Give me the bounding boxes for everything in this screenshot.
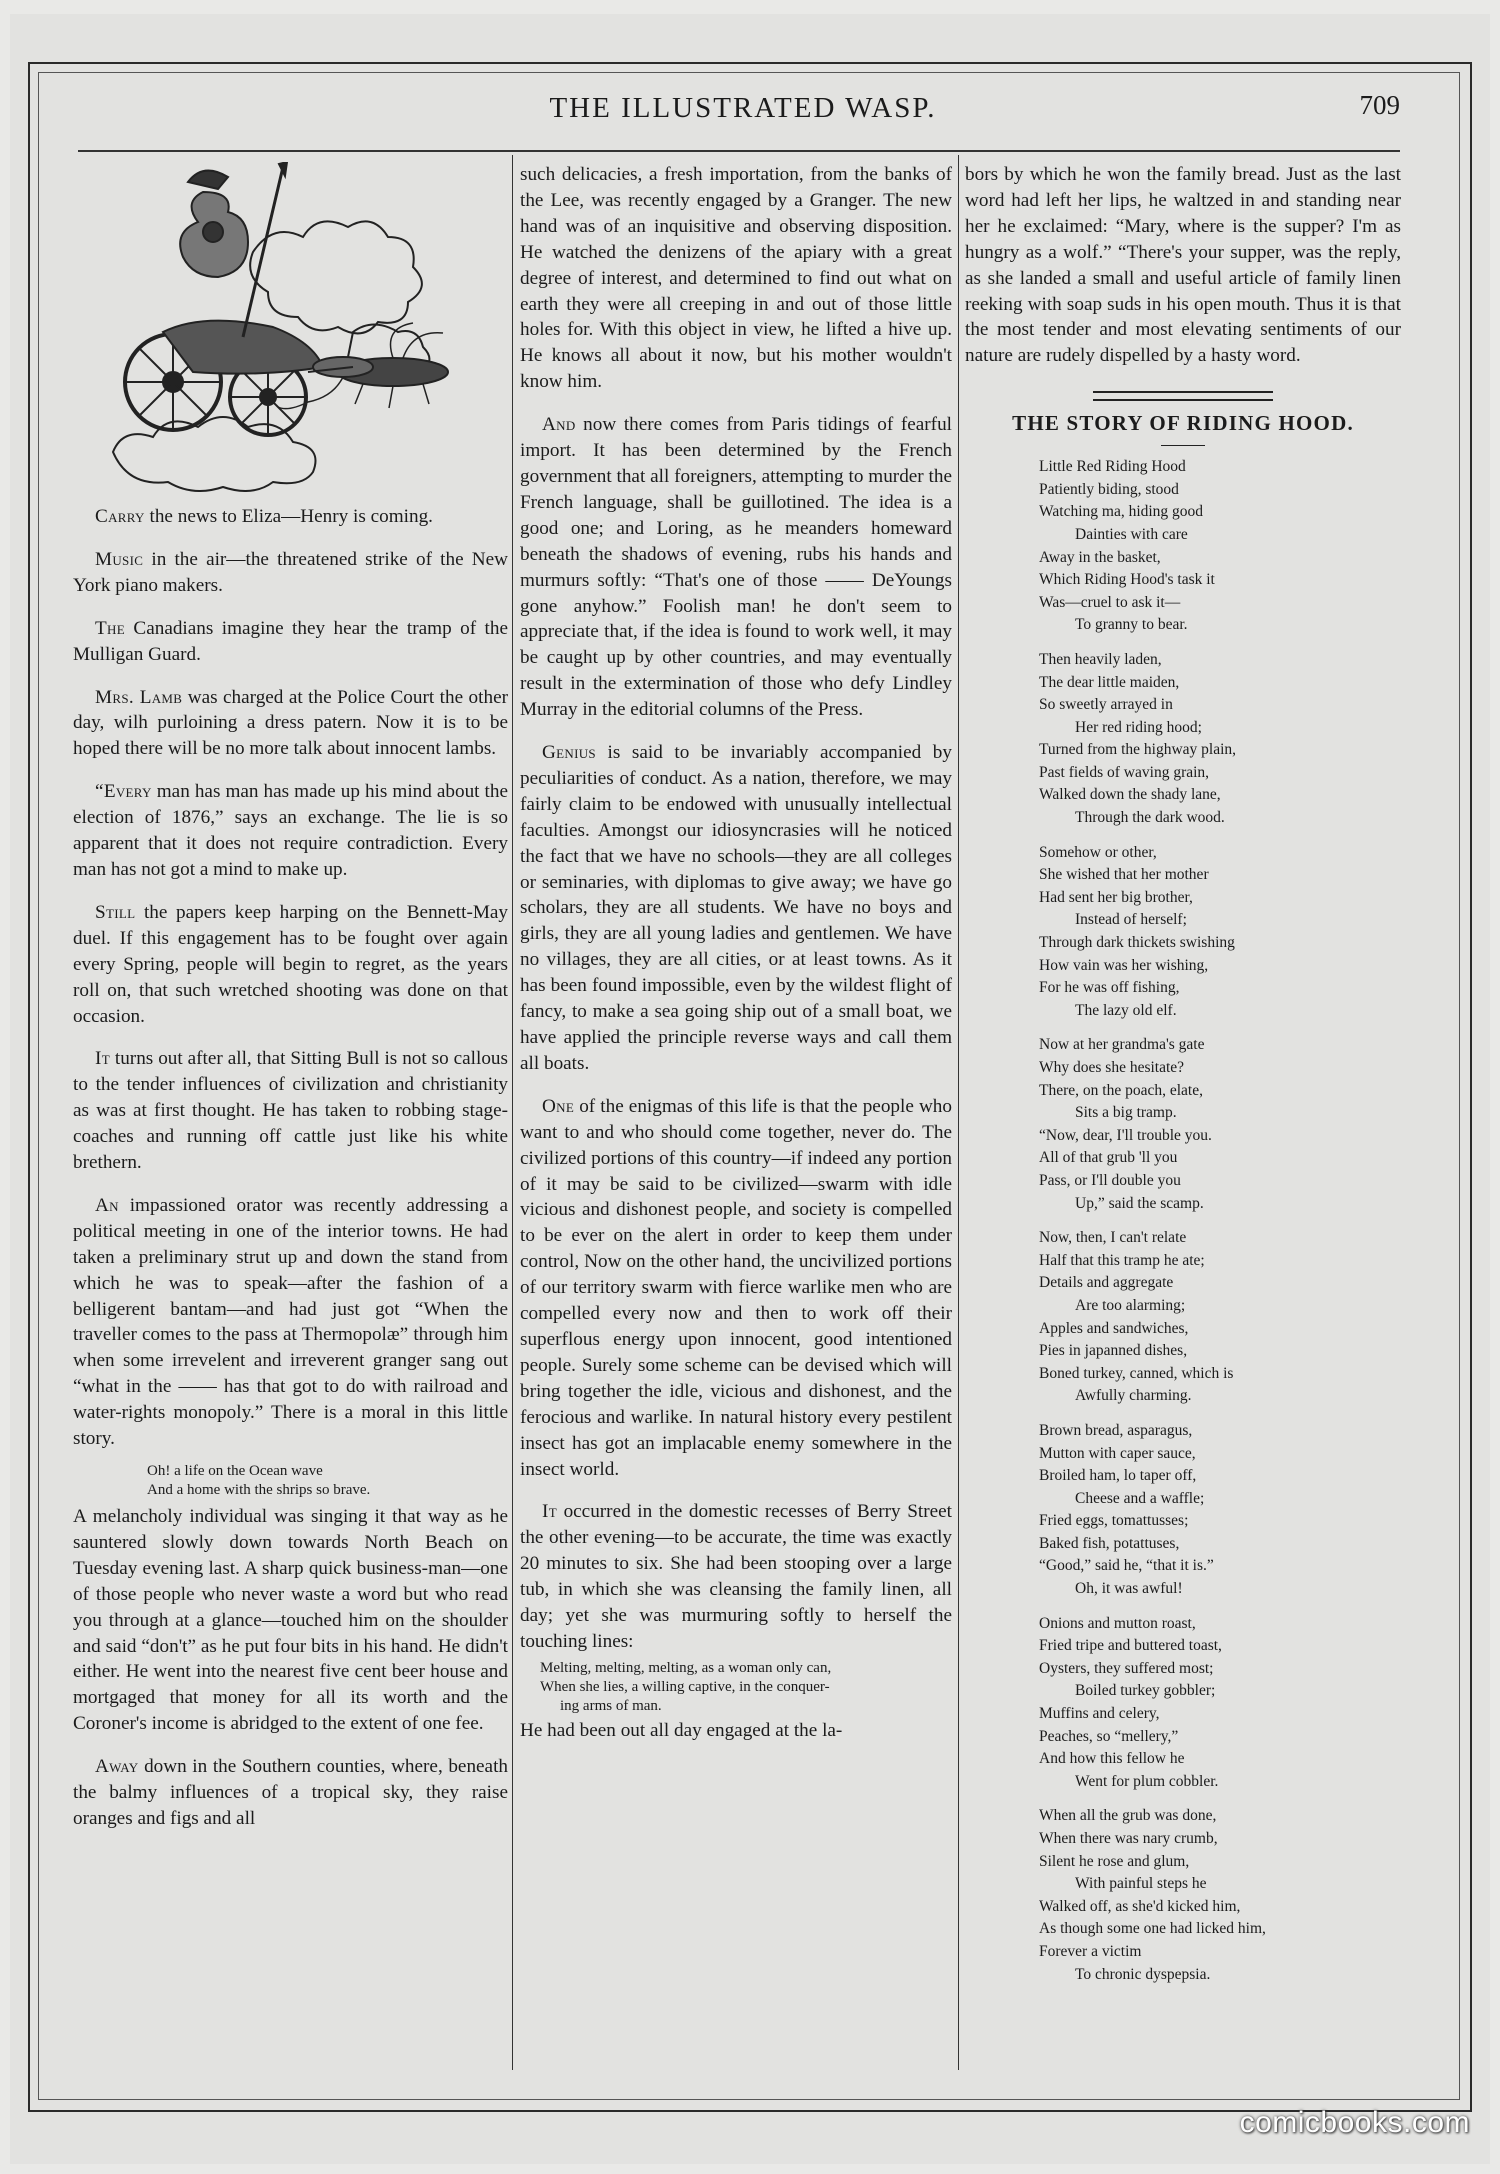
- paragraph: Mrs. Lamb was charged at the Police Court the other day, wilh purloining a dress patern. Now it is to be hoped there will be no more talk about innocent lambs.: [73, 686, 508, 760]
- poem-line: To granny to bear.: [1075, 616, 1188, 634]
- poem-line: With painful steps he: [1075, 1875, 1207, 1893]
- column-divider-1: [512, 155, 513, 2070]
- poem-line: Was—cruel to ask it—: [1039, 593, 1181, 611]
- poem-line: Turned from the highway plain,: [1039, 741, 1237, 759]
- melting-verse: Melting, melting, melting, as a woman only can, When she lies, a willing captive, in the conquer- ing arms of man.: [540, 1659, 832, 1714]
- poem-line: Forever a victim: [1039, 1942, 1142, 1960]
- poem-line: Silent he rose and glum,: [1039, 1852, 1190, 1870]
- poem-line: Went for plum cobbler.: [1075, 1772, 1219, 1790]
- poem-line: “Good,” said he, “that it is.”: [1039, 1557, 1214, 1575]
- column-divider-2: [958, 155, 959, 2070]
- poem-stanza: [1039, 649, 1401, 830]
- poem-line: Instead of herself;: [1075, 911, 1187, 929]
- poem-line: Sits a big tramp.: [1075, 1104, 1177, 1122]
- poem-line: Had sent her big brother,: [1039, 888, 1193, 906]
- wasp-chariot-illustration: [93, 162, 493, 492]
- paragraph: “Every man has man has made up his mind about the election of 1876,” says an exchange. The lie is so apparent that it does not require contradiction. Every man has not got a mind to make up.: [73, 781, 508, 880]
- poem-line: Cheese and a waffle;: [1075, 1489, 1205, 1507]
- poem-line: Through dark thickets swishing: [1039, 934, 1235, 952]
- poem-line: Dainties with care: [1075, 525, 1188, 543]
- poem-line: Then heavily laden,: [1039, 650, 1162, 668]
- paragraph: A melancholy individual was singing it that way as he sauntered slowly down towards North Beach on Tuesday evening last. A sharp quick business-man—one of those people who never waste a word but who read you through at a glance—touched him on the shoulder and said “don't” as he put four bits in his hand. He didn't either. He went into the nearest five cent beer house and mortgaged that money for all its worth and the Coroner's income is abridged to the extent of one fee.: [73, 1506, 508, 1735]
- poem-stanza: [1039, 842, 1401, 1023]
- poem-line: Past fields of waving grain,: [1039, 763, 1210, 781]
- poem-line: Oysters, they suffered most;: [1039, 1659, 1214, 1677]
- poem-line: Somehow or other,: [1039, 843, 1157, 861]
- page-number: 709: [1359, 90, 1400, 120]
- poem-line: Half that this tramp he ate;: [1039, 1251, 1205, 1269]
- poem-line: Away in the basket,: [1039, 548, 1161, 566]
- poem-line: Boned turkey, canned, which is: [1039, 1364, 1234, 1382]
- poem-line: Brown bread, asparagus,: [1039, 1421, 1193, 1439]
- poem-line: Watching ma, hiding good: [1039, 503, 1204, 521]
- poem-line: She wished that her mother: [1039, 866, 1209, 884]
- poem-line: There, on the poach, elate,: [1039, 1081, 1203, 1099]
- poem-stanza: [1039, 1613, 1401, 1794]
- poem-line: Peaches, so “mellery,”: [1039, 1727, 1179, 1745]
- paragraph: It turns out after all, that Sitting Bull is not so callous to the tender influences of civilization and christianity as was at first thought. He has taken to robbing stage-coaches and running off cattle just like his white brethern.: [73, 1048, 508, 1174]
- poem-line: Baked fish, potattuses,: [1039, 1534, 1180, 1552]
- poem-line: Muffins and celery,: [1039, 1705, 1160, 1723]
- poem-line: Broiled ham, lo taper off,: [1039, 1467, 1197, 1485]
- poem-line: The lazy old elf.: [1075, 1001, 1177, 1019]
- paragraph: Music in the air—the threatened strike of the New York piano makers.: [73, 548, 508, 596]
- paragraph: Genius is said to be invariably accompanied by peculiarities of conduct. As a nation, therefore, we may fairly claim to be endowed with unusually intellectual faculties. Amongst our idiosyncrasies will he noticed the fact that we have no schools—they are all colleges or seminaries, with diplomas to give away; we have go scholars, they are all students. We have no boys and girls, they are all young ladies and gentlemen. We have no villages, they are all cities, or at least towns. As it has been found impossible, even by the wildest flight of fancy, to make a sea going ship out of a small boat, we have applied the principle reverse ways and call them all boats.: [520, 742, 952, 1074]
- poem-line: Pass, or I'll double you: [1039, 1171, 1181, 1189]
- poem-line: To chronic dyspepsia.: [1075, 1965, 1211, 1983]
- paragraph: Away down in the Southern counties, where, beneath the balmy influences of a tropical sky, they raise oranges and figs and all: [73, 1756, 508, 1829]
- watermark: comicbooks.com: [1239, 2106, 1470, 2139]
- poem-stanza: [1039, 1227, 1401, 1408]
- masthead: [48, 88, 1438, 128]
- poem-line: The dear little maiden,: [1039, 673, 1180, 691]
- poem-line: Walked down the shady lane,: [1039, 786, 1221, 804]
- poem-line: All of that grub 'll you: [1039, 1149, 1178, 1167]
- poem-line: Through the dark wood.: [1075, 809, 1225, 827]
- poem-line: Are too alarming;: [1075, 1296, 1186, 1314]
- poem-stanza: [1039, 1420, 1401, 1601]
- poem-line: Fried eggs, tomattusses;: [1039, 1512, 1189, 1530]
- poem-line: Why does she hesitate?: [1039, 1059, 1185, 1076]
- poem-line: Onions and mutton roast,: [1039, 1614, 1196, 1632]
- masthead-rule: [78, 150, 1400, 152]
- publication-title: THE ILLUSTRATED WASP.: [549, 92, 937, 124]
- poem-stanza: [1039, 1805, 1401, 1986]
- ocean-verse: Oh! a life on the Ocean wave And a home with the shrips so brave.: [147, 1463, 371, 1498]
- poem-line: How vain was her wishing,: [1039, 956, 1209, 974]
- poem-line: When all the grub was done,: [1039, 1807, 1217, 1825]
- poem-line: Boiled turkey gobbler;: [1075, 1682, 1216, 1700]
- poem-line: Patiently biding, stood: [1039, 480, 1179, 498]
- poem-line: Now at her grandma's gate: [1039, 1036, 1205, 1054]
- paragraph: Still the papers keep harping on the Bennett-May duel. If this engagement has to be fought over again every Spring, people will begin to regret, as the years roll on, that such wretched shooting was done on that occasion.: [73, 901, 508, 1027]
- poem-line: Details and aggregate: [1039, 1274, 1174, 1292]
- poem-line: Apples and sandwiches,: [1039, 1319, 1189, 1337]
- column-2: [520, 162, 952, 1744]
- title-rule: [1161, 445, 1205, 446]
- paragraph: It occurred in the domestic recesses of Berry Street the other evening—to be accurate, the time was exactly 20 minutes to six. She had been stooping over a large tub, in which she was cleansing the family linen, all day; yet she was murmuring softly to herself the touching lines:: [520, 1501, 952, 1652]
- poem-line: When there was nary crumb,: [1039, 1830, 1218, 1847]
- poem-line: Walked off, as she'd kicked him,: [1039, 1897, 1241, 1915]
- poem-line: Now, then, I can't relate: [1039, 1229, 1187, 1247]
- paragraph: bors by which he won the family bread. Just as the last word had left her lips, he waltzed in and standing near her he exclaimed: “Mary, where is the supper? I'm as hungry as a wolf.” “There's your supper, was the reply, as she landed a small and useful article of family linen reeking with soap suds in his open mouth. Thus it is that the most tender and most elevating sentiments of our nature are rudely dispelled by a hasty word.: [965, 164, 1401, 367]
- paragraph: The Canadians imagine they hear the tramp of the Mulligan Guard.: [73, 617, 508, 665]
- paragraph: He had been out all day engaged at the la-: [520, 1719, 843, 1741]
- column-1: [73, 162, 508, 1832]
- poem-line: And how this fellow he: [1039, 1750, 1185, 1768]
- paragraph: One of the enigmas of this life is that the people who want to and who should come together, never do. The civilized portions of this country—if indeed any portion of it may be said to be civilized—swarm with idle vicious and dishonest people, and society is compelled to be ever on the alert in order to keep them under control, Now on the other hand, the uncivilized portions of our territory swarm with fierce warlike men who are compelled every now and then to work off their superflous energy upon innocent, good intentioned people. Surely some scheme can be devised which will bring together the idle, vicious and dishonest, and the ferocious and warlike. In natural history every pestilent insect has got an implacable enemy somewhere in the insect world.: [520, 1095, 952, 1480]
- poem-line: So sweetly arrayed in: [1039, 696, 1173, 714]
- poem-line: Which Riding Hood's task it: [1039, 571, 1215, 589]
- paragraph: And now there comes from Paris tidings of fearful import. It has been determined by the French government that all foreigners, attempting to murder the French language, shall be guillotined. The idea is a good one; and Loring, as he meanders homeward beneath the shadows of evening, rubs his hands and murmurs softly: “That's one of those —— DeYoungs gone anyhow.” Foolish man! he don't seem to appreciate that, if the idea is found to work well, it may be caught up by other countries, and may eventually result in the extermination of those who defy Lindley Murray in the editorial columns of the Press.: [520, 414, 952, 721]
- poem-line: Oh, it was awful!: [1075, 1580, 1183, 1598]
- poem-line: Pies in japanned dishes,: [1039, 1342, 1188, 1360]
- poem-line: Fried tripe and buttered toast,: [1039, 1637, 1222, 1655]
- poem-line: Up,” said the scamp.: [1075, 1194, 1204, 1212]
- poem-stanza: [1039, 456, 1401, 637]
- poem-line: As though some one had licked him,: [1039, 1920, 1266, 1938]
- story-title: THE STORY OF RIDING HOOD.: [1012, 411, 1354, 436]
- paragraph: such delicacies, a fresh importation, from the banks of the Lee, was recently engaged by a Granger. The new hand was of an inquisitive and observing disposition. He watched the denizens of the apiary with a great degree of interest, and determined to find out what on earth they were all creeping in and out of those little holes for. With this object in view, he lifted a hive up. He knows all about it now, but his mother wouldn't know him.: [520, 164, 952, 393]
- poem-stanza: [1039, 1034, 1401, 1215]
- paragraph: An impassioned orator was recently addressing a political meeting in one of the interior towns. He had taken a preliminary strut up and down the stand from which he was to speak—after the fashion of a belligerent bantam—and had just got “When the traveller comes to the pass at Thermopolæ” through him when some irrevelent and irreverent granger sang out “what in the —— has that got to do with railroad and water-rights monopoly.” There is a moral in this little story.: [73, 1194, 508, 1450]
- poem-line: Little Red Riding Hood: [1039, 458, 1186, 476]
- poem-line: Awfully charming.: [1075, 1387, 1192, 1405]
- riding-hood-poem: [965, 456, 1401, 1986]
- poem-line: Her red riding hood;: [1075, 718, 1202, 736]
- poem-line: Mutton with caper sauce,: [1039, 1444, 1196, 1462]
- paragraph: Carry the news to Eliza—Henry is coming.: [95, 506, 433, 527]
- poem-line: “Now, dear, I'll trouble you.: [1039, 1126, 1212, 1144]
- poem-line: For he was off fishing,: [1039, 979, 1180, 997]
- section-rule: [1093, 391, 1273, 401]
- column-3: [965, 162, 1401, 1998]
